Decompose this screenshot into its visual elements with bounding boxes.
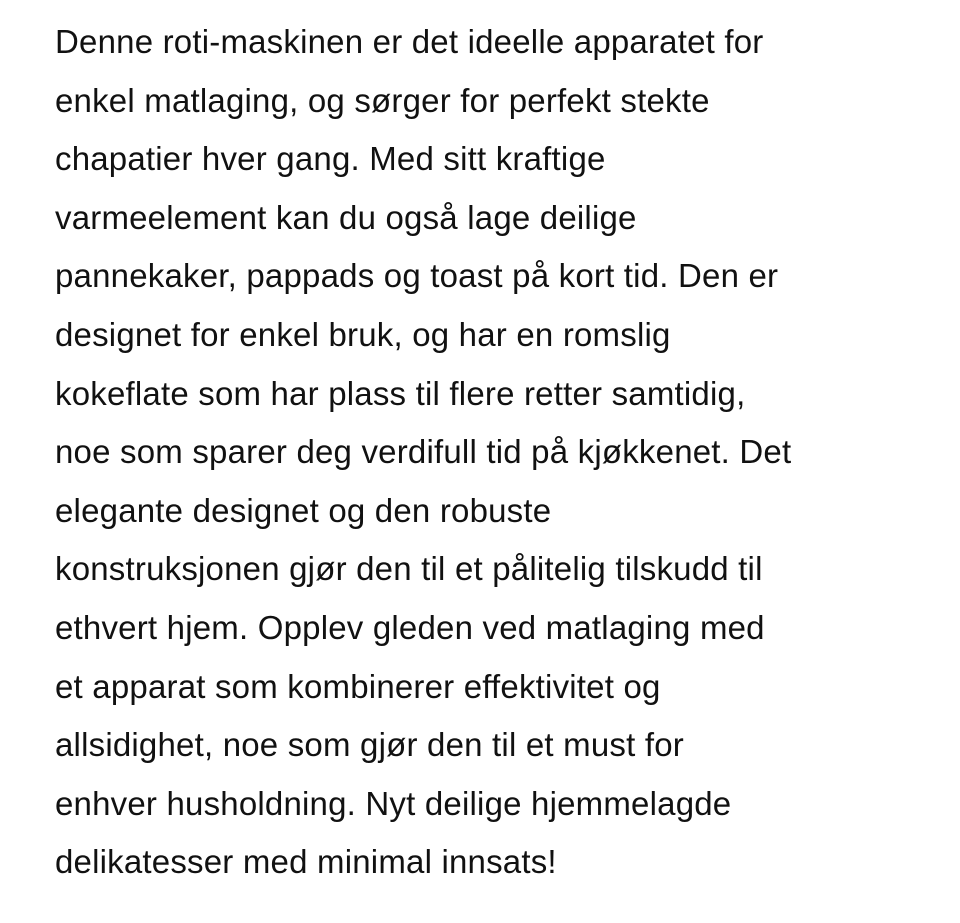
description-line: designet for enkel bruk, og har en romslig (55, 315, 671, 353)
description-line: enhver husholdning. Nyt deilige hjemmelagde (55, 784, 732, 822)
description-line: konstruksjonen gjør den til et pålitelig tilskudd til (55, 550, 763, 588)
description-line: noe som sparer deg verdifull tid på kjøkkenet. Det (55, 433, 792, 471)
description-line: Denne roti-maskinen er det ideelle apparatet for (55, 23, 764, 60)
description-line: ethvert hjem. Opplev gleden ved matlaging med (55, 608, 765, 646)
description-line: elegante designet og den robuste (55, 491, 552, 529)
description-line: et apparat som kombinerer effektivitet og (55, 667, 661, 705)
product-description (55, 13, 791, 892)
description-line: allsidighet, noe som gjør den til et must for (55, 726, 684, 764)
description-line: chapatier hver gang. Med sitt kraftige (55, 140, 606, 178)
description-line: delikatesser med minimal innsats! (55, 843, 557, 881)
description-line: enkel matlaging, og sørger for perfekt stekte (55, 81, 710, 119)
description-line: pannekaker, pappads og toast på kort tid. Den er (55, 257, 779, 295)
description-line: kokeflate som har plass til flere retter samtidig, (55, 374, 746, 412)
description-line: varmeelement kan du også lage deilige (55, 198, 637, 236)
